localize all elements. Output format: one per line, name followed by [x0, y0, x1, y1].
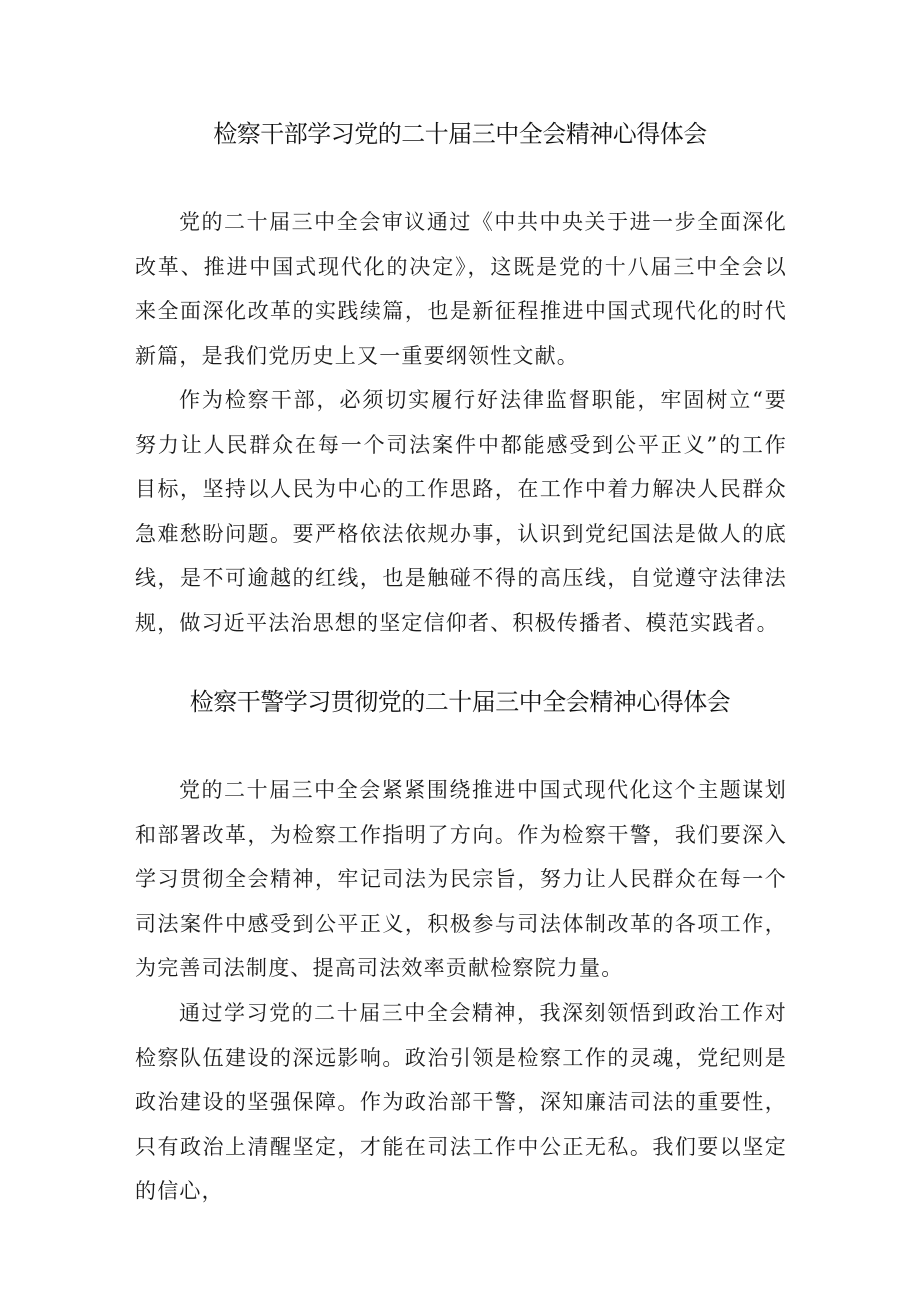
section-2-paragraph-2: 通过学习党的二十届三中全会精神，我深刻领悟到政治工作对检察队伍建设的深远影响。政治引领是检察工作的灵魂，党纪则是政治建设的坚强保障。作为政治部干警，深知廉洁司法的重要性，只有政治上清醒坚定，才能在司法工作中公正无私。我们要以坚定的信心， [135, 1001, 787, 1203]
section-1-paragraph-1: 党的二十届三中全会审议通过《中共中央关于进一步全面深化改革、推进中国式现代化的决定》，这既是党的十八届三中全会以来全面深化改革的实践续篇，也是新征程推进中国式现代化的时代新篇，是我们党历史上又一重要纲领性文献。 [135, 210, 787, 368]
section-2-paragraph-1: 党的二十届三中全会紧紧围绕推进中国式现代化这个主题谋划和部署改革，为检察工作指明了方向。作为检察干警，我们要深入学习贯彻全会精神，牢记司法为民宗旨，努力让人民群众在每一个司法案件中感受到公平正义，积极参与司法体制改革的各项工作，为完善司法制度、提高司法效率贡献检察院力量。 [135, 778, 787, 980]
section-1-title: 检察干部学习党的二十届三中全会精神心得体会 [213, 120, 707, 148]
section-1-paragraph-2: 作为检察干部，必须切实履行好法律监督职能，牢固树立“要努力让人民群众在每一个司法案件中都能感受到公平正义”的工作目标，坚持以人民为中心的工作思路，在工作中着力解决人民群众急难愁盼问题。要严格依法依规办事，认识到党纪国法是做人的底线，是不可逾越的红线，也是触碰不得的高压线，自觉遵守法律法规，做习近平法治思想的坚定信仰者、积极传播者、模范实践者。 [135, 388, 787, 635]
section-2-title: 检察干警学习贯彻党的二十届三中全会精神心得体会 [189, 688, 731, 716]
